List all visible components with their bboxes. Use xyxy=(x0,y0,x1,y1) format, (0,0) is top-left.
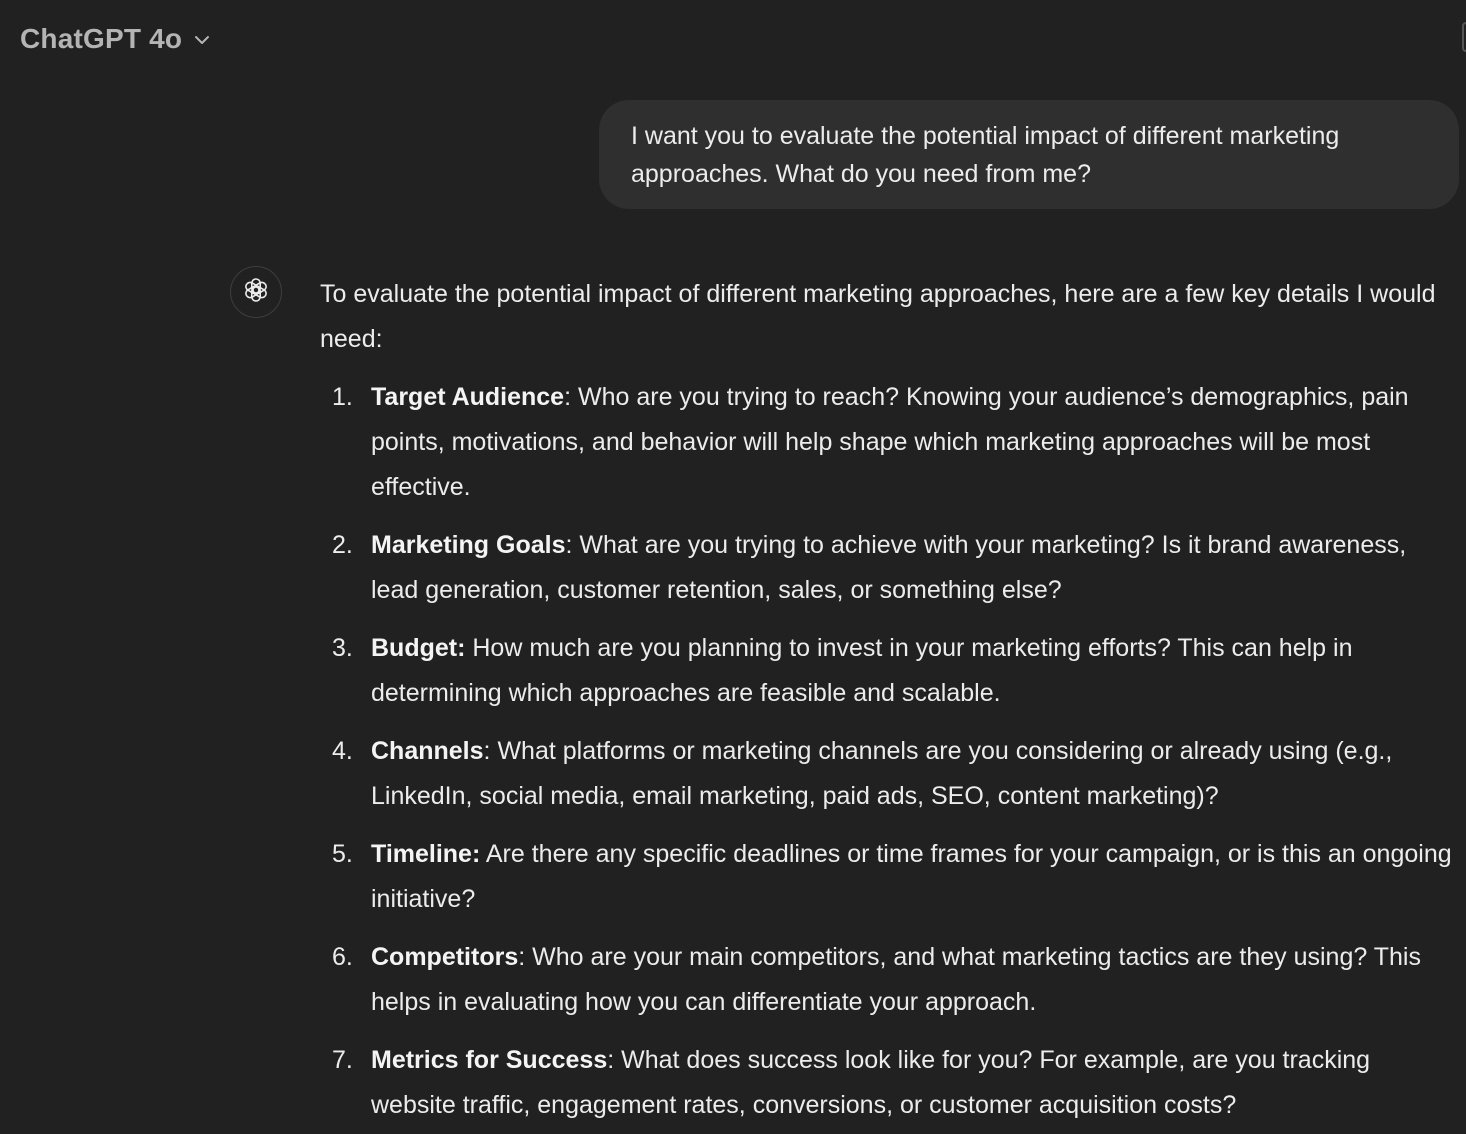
list-text: How much are you planning to invest in your marketing efforts? This can help in determining which approaches are feasible and scalable. xyxy=(371,634,1353,707)
list-item xyxy=(320,523,1456,613)
assistant-avatar xyxy=(230,266,282,318)
list-text: What platforms or marketing channels are you considering or already using (e.g., LinkedIn, social media, email marketing, paid ads, SEO, content marketing)? xyxy=(371,737,1393,810)
list-term: Competitors xyxy=(371,943,519,971)
list-item xyxy=(320,832,1456,922)
list-term: Marketing Goals xyxy=(371,531,566,559)
list-separator: : xyxy=(518,943,533,971)
list-separator: : xyxy=(564,383,578,411)
list-number: 2. xyxy=(332,531,353,559)
list-text: Are there any specific deadlines or time frames for your campaign, or is this an ongoing initiative? xyxy=(371,840,1452,913)
list-number: 7. xyxy=(332,1046,353,1074)
openai-logo-icon xyxy=(240,274,272,311)
list-number: 6. xyxy=(332,943,353,971)
list-number: 1. xyxy=(332,383,353,411)
list-term: Target Audience xyxy=(371,383,565,411)
list-separator: : xyxy=(483,737,498,765)
list-term: Budget: xyxy=(371,634,466,662)
list-item xyxy=(320,375,1456,510)
list-text: What are you trying to achieve with your marketing? Is it brand awareness, lead generation, customer retention, sales, or something else? xyxy=(371,531,1407,604)
chevron-down-icon xyxy=(192,30,212,50)
list-term: Metrics for Success xyxy=(371,1046,608,1074)
assistant-intro: To evaluate the potential impact of different marketing approaches, here are a few key details I would need: xyxy=(320,280,1436,353)
list-separator: : xyxy=(565,531,580,559)
model-title: ChatGPT 4o xyxy=(20,23,183,54)
list-item xyxy=(320,935,1456,1025)
list-number: 4. xyxy=(332,737,353,765)
list-term: Timeline: xyxy=(371,840,481,868)
requirements-list xyxy=(320,375,1456,1128)
list-item xyxy=(320,626,1456,716)
list-separator: : xyxy=(607,1046,622,1074)
list-item xyxy=(320,729,1456,819)
list-number: 3. xyxy=(332,634,353,662)
list-text: What does success look like for you? For example, are you tracking website traffic, engagement rates, conversions, or customer acquisition costs? xyxy=(371,1046,1371,1119)
list-term: Channels xyxy=(371,737,484,765)
list-text: Who are your main competitors, and what marketing tactics are they using? This helps in evaluating how you can differentiate your approach. xyxy=(371,943,1421,1016)
list-item xyxy=(320,1038,1456,1128)
user-message-bubble xyxy=(599,100,1459,209)
edge-control[interactable] xyxy=(1462,22,1466,52)
list-text: Who are you trying to reach? Knowing your audience’s demographics, pain points, motivations, and behavior will help shape which marketing approaches will be most effective. xyxy=(371,383,1409,501)
user-message-text: I want you to evaluate the potential impact of different marketing approaches. What do you need from me? xyxy=(631,122,1340,188)
assistant-message xyxy=(320,272,1456,1134)
model-selector[interactable] xyxy=(20,18,212,60)
list-number: 5. xyxy=(332,840,353,868)
